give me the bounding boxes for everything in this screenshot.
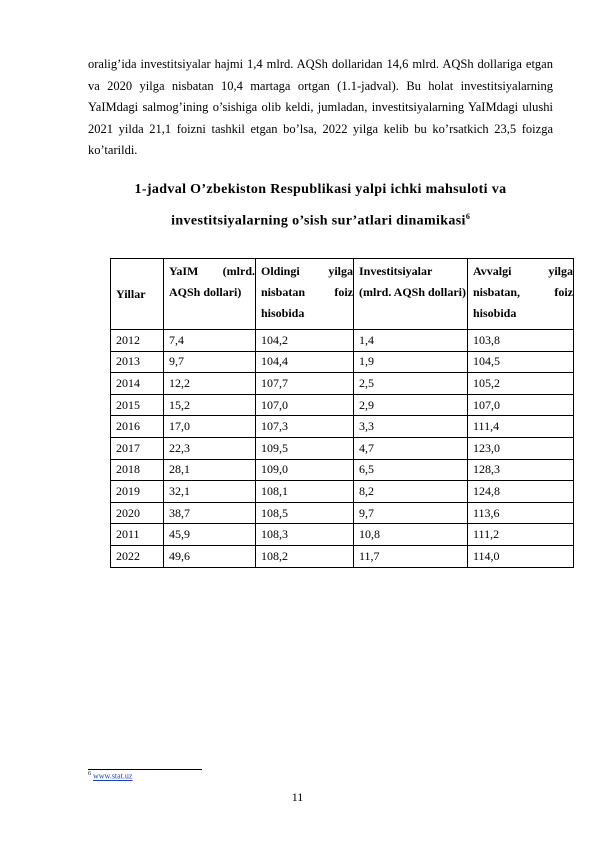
table-cell: 2012 bbox=[111, 330, 164, 352]
table-body bbox=[111, 330, 574, 568]
table-cell: 108,5 bbox=[256, 502, 354, 524]
table-cell: 111,4 bbox=[468, 416, 574, 438]
table-cell: 2,9 bbox=[354, 394, 468, 416]
table-cell: 12,2 bbox=[164, 373, 256, 395]
table-cell: 114,0 bbox=[468, 545, 574, 567]
table-cell: 2014 bbox=[111, 373, 164, 395]
table-cell: 2015 bbox=[111, 394, 164, 416]
table-cell: 113,6 bbox=[468, 502, 574, 524]
table-row bbox=[111, 373, 574, 395]
table-cell: 107,0 bbox=[256, 394, 354, 416]
footnote-ref: 6 bbox=[465, 212, 470, 221]
table-row bbox=[111, 437, 574, 459]
table-cell: 107,7 bbox=[256, 373, 354, 395]
table-cell: 2019 bbox=[111, 481, 164, 503]
table-cell: 108,2 bbox=[256, 545, 354, 567]
table-cell: 11,7 bbox=[354, 545, 468, 567]
table-cell: 6,5 bbox=[354, 459, 468, 481]
table-cell: 49,6 bbox=[164, 545, 256, 567]
caption-line-2: investitsiyalarning o’sish sur’atlari dinamikasi$^6$ bbox=[171, 212, 470, 229]
table-cell: 123,0 bbox=[468, 437, 574, 459]
table-cell: 38,7 bbox=[164, 502, 256, 524]
table-cell: 2022 bbox=[111, 545, 164, 567]
table-cell: 10,8 bbox=[354, 524, 468, 546]
table-cell: 2013 bbox=[111, 351, 164, 373]
table-cell: 104,4 bbox=[256, 351, 354, 373]
footnote bbox=[88, 771, 132, 781]
table-cell: 45,9 bbox=[164, 524, 256, 546]
table-cell: 103,8 bbox=[468, 330, 574, 352]
table-cell: 1,9 bbox=[354, 351, 468, 373]
table-row bbox=[111, 394, 574, 416]
table-cell: 107,3 bbox=[256, 416, 354, 438]
page-number: 11 bbox=[291, 790, 304, 804]
table-cell: 2,5 bbox=[354, 373, 468, 395]
table-cell: 3,3 bbox=[354, 416, 468, 438]
header-cell: Yillar bbox=[111, 259, 164, 330]
table-cell: 104,5 bbox=[468, 351, 574, 373]
table-row bbox=[111, 524, 574, 546]
table-cell: 15,2 bbox=[164, 394, 256, 416]
table-cell: 111,2 bbox=[468, 524, 574, 546]
table-cell: 17,0 bbox=[164, 416, 256, 438]
table-cell: 4,7 bbox=[354, 437, 468, 459]
footnote-link[interactable]: www.stat.uz bbox=[93, 771, 133, 781]
table-cell: 2018 bbox=[111, 459, 164, 481]
table-cell: 9,7 bbox=[164, 351, 256, 373]
table-cell: 109,0 bbox=[256, 459, 354, 481]
table-cell: 2020 bbox=[111, 502, 164, 524]
footnote-number: 6 bbox=[88, 771, 91, 777]
table-cell: 105,2 bbox=[468, 373, 574, 395]
table-cell: 2016 bbox=[111, 416, 164, 438]
table-cell: 104,2 bbox=[256, 330, 354, 352]
table-row bbox=[111, 351, 574, 373]
table-cell: 2017 bbox=[111, 437, 164, 459]
table-cell: 28,1 bbox=[164, 459, 256, 481]
header-cell: YaIM (mlrd. AQSh dollari) bbox=[164, 259, 256, 330]
table-cell: 109,5 bbox=[256, 437, 354, 459]
table-row bbox=[111, 459, 574, 481]
table-cell: 108,1 bbox=[256, 481, 354, 503]
table-cell: 128,3 bbox=[468, 459, 574, 481]
table-cell: 32,1 bbox=[164, 481, 256, 503]
table-row bbox=[111, 330, 574, 352]
table-row bbox=[111, 416, 574, 438]
caption-line-1: 1-jadval O’zbekiston Respublikasi yalpi ichki mahsuloti va bbox=[134, 182, 507, 197]
table-cell: 7,4 bbox=[164, 330, 256, 352]
table-cell: 1,4 bbox=[354, 330, 468, 352]
table-cell: 8,2 bbox=[354, 481, 468, 503]
footnote-divider bbox=[88, 769, 202, 770]
table-cell: 107,0 bbox=[468, 394, 574, 416]
table-cell: 9,7 bbox=[354, 502, 468, 524]
table-cell: 22,3 bbox=[164, 437, 256, 459]
table-header-row bbox=[111, 259, 574, 330]
table-row bbox=[111, 481, 574, 503]
data-table bbox=[110, 258, 574, 568]
table-cell: 124,8 bbox=[468, 481, 574, 503]
table-row bbox=[111, 545, 574, 567]
header-cell: Oldingi yilga nisbatan foiz hisobida bbox=[256, 259, 354, 330]
header-cell: Investitsiyalar (mlrd. AQSh dollari) bbox=[354, 259, 468, 330]
table-cell: 2011 bbox=[111, 524, 164, 546]
body-paragraph: oralig’ida investitsiyalar hajmi 1,4 mlrd. AQSh dollaridan 14,6 mlrd. AQSh dollariga etgan va 2020 yilga nisbatan 10,4 martaga ortgan (1.1-jadval). Bu holat investitsiyalarning YaIMdagi salmog’ining o’sishiga olib keldi, jumladan, investitsiyalarning YaIMdagi ulushi 2021 yilda 21,1 foizni tashkil etgan bo’lsa, 2022 yilga kelib bu ko’rsatkich 23,5 foizga ko’tarildi. bbox=[88, 57, 553, 158]
table-caption bbox=[88, 176, 553, 235]
table-cell: 108,3 bbox=[256, 524, 354, 546]
header-cell: Avvalgi yilga nisbatan, foiz hisobida bbox=[468, 259, 574, 330]
table-row bbox=[111, 502, 574, 524]
